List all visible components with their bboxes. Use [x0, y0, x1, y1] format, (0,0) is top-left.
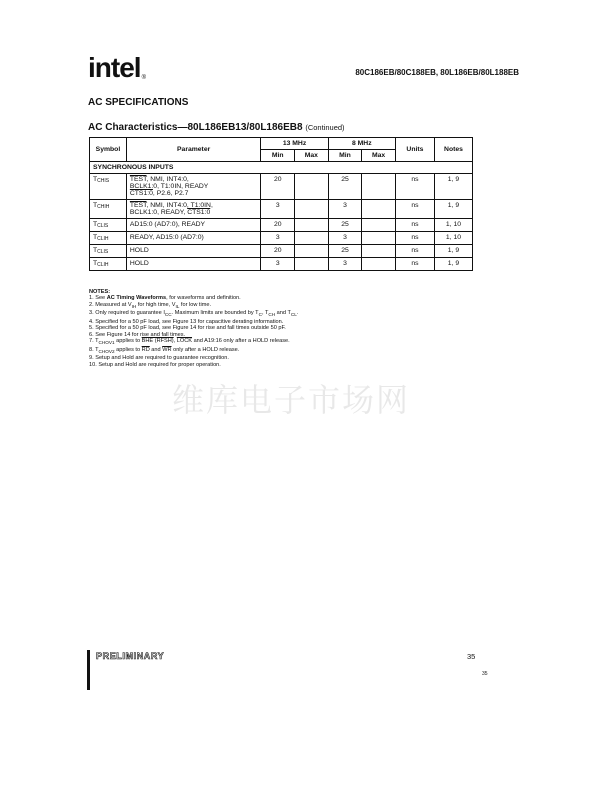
header-max: Max: [295, 150, 329, 162]
document-title: 80C186EB/80C188EB, 80L186EB/80L188EB: [355, 68, 519, 77]
parameter-cell: HOLD: [126, 245, 261, 258]
max-8mhz-cell: [362, 258, 396, 271]
min-8mhz-cell: 3: [328, 258, 362, 271]
page-number-small: 35: [482, 671, 488, 677]
max-8mhz-cell: [362, 174, 396, 200]
notes-cell: 1, 9: [434, 174, 472, 200]
symbol-cell: TCHIS: [90, 174, 127, 200]
table-row: [90, 232, 473, 245]
ac-characteristics-table: [89, 137, 473, 271]
min-8mhz-cell: 3: [328, 200, 362, 219]
max-13mhz-cell: [295, 245, 329, 258]
intel-logo: intel®: [88, 52, 145, 83]
units-cell: ns: [395, 258, 434, 271]
header-notes: Notes: [434, 138, 472, 162]
symbol-cell: TCLIS: [90, 245, 127, 258]
table-row: [90, 219, 473, 232]
symbol-cell: TCLIS: [90, 219, 127, 232]
table-title: AC Characteristics—80L186EB13/80L186EB8 (Continued): [88, 122, 345, 133]
header-symbol: Symbol: [90, 138, 127, 162]
notes-cell: 1, 9: [434, 245, 472, 258]
min-13mhz-cell: 3: [261, 258, 295, 271]
preliminary-label: PRELIMINARY: [96, 651, 165, 661]
max-13mhz-cell: [295, 200, 329, 219]
units-cell: ns: [395, 219, 434, 232]
min-8mhz-cell: 25: [328, 174, 362, 200]
parameter-cell: READY, AD15:0 (AD7:0): [126, 232, 261, 245]
units-cell: ns: [395, 200, 434, 219]
section-row: [90, 162, 473, 174]
table-row: [90, 200, 473, 219]
min-8mhz-cell: 25: [328, 219, 362, 232]
header-min: Min: [328, 150, 362, 162]
note-1: 1. See AC Timing Waveforms, for waveforms and definition.: [89, 295, 241, 302]
min-13mhz-cell: 20: [261, 174, 295, 200]
min-13mhz-cell: 20: [261, 245, 295, 258]
units-cell: ns: [395, 245, 434, 258]
section-label: SYNCHRONOUS INPUTS: [90, 162, 473, 174]
max-13mhz-cell: [295, 219, 329, 232]
notes-heading: NOTES:: [89, 289, 111, 295]
units-cell: ns: [395, 232, 434, 245]
note-9: 9. Setup and Hold are required to guarantee recognition.: [89, 355, 229, 362]
max-8mhz-cell: [362, 245, 396, 258]
section-title: AC SPECIFICATIONS: [88, 97, 189, 108]
header-13mhz: 13 MHz: [261, 138, 328, 150]
table-row: [90, 174, 473, 200]
table-notes: [89, 289, 298, 368]
max-13mhz-cell: [295, 258, 329, 271]
notes-cell: 1, 10: [434, 219, 472, 232]
parameter-cell: AD15:0 (AD7:0), READY: [126, 219, 261, 232]
header-min: Min: [261, 150, 295, 162]
notes-cell: 1, 9: [434, 258, 472, 271]
note-10: 10. Setup and Hold are required for proper operation.: [89, 361, 221, 368]
note-3: 3. Only required to guarantee $I_{CC}$. Maximum limits are bounded by $T_C$, $T_{CH}$ and $T_{CL}$.: [89, 310, 299, 318]
min-8mhz-cell: 3: [328, 232, 362, 245]
parameter-cell: TEST, NMI, INT4:0, T1:0IN, BCLK1:0, READY, CTS1:0: [126, 200, 261, 219]
symbol-cell: TCLIH: [90, 232, 127, 245]
preliminary-bar: [87, 650, 90, 690]
parameter-cell: TEST, NMI, INT4:0, BCLK1:0, T1:0IN, READY CTS1:0, P2.6, P2.7: [126, 174, 261, 200]
table-header-row: [90, 138, 473, 150]
watermark: 维库电子市场网: [172, 381, 411, 419]
parameter-cell: HOLD: [126, 258, 261, 271]
min-8mhz-cell: 25: [328, 245, 362, 258]
max-8mhz-cell: [362, 219, 396, 232]
header-parameter: Parameter: [126, 138, 261, 162]
notes-cell: 1, 10: [434, 232, 472, 245]
note-4: 4. Specified for a 50 pF load, see Figure 13 for capacitive derating information.: [89, 318, 284, 325]
min-13mhz-cell: 3: [261, 200, 295, 219]
max-8mhz-cell: [362, 200, 396, 219]
header-units: Units: [395, 138, 434, 162]
max-8mhz-cell: [362, 232, 396, 245]
header-8mhz: 8 MHz: [328, 138, 395, 150]
min-13mhz-cell: 20: [261, 219, 295, 232]
note-2: 2. Measured at $V_{IH}$ for high time, $V_{IL}$ for low time.: [89, 301, 212, 309]
symbol-cell: TCLIH: [90, 258, 127, 271]
table-row: [90, 258, 473, 271]
symbol-cell: TCHIH: [90, 200, 127, 219]
note-6: 6. See Figure 14 for rise and fall times.: [89, 331, 186, 338]
note-5: 5. Specified for a 50 pF load, see Figure 14 for rise and fall times outside 50 pF.: [89, 325, 286, 332]
note-8: 8. $T_{CHOV2}$ applies to $\overline{RD}$ and $\overline{WR}$ only after a HOLD release.: [89, 346, 240, 354]
max-13mhz-cell: [295, 174, 329, 200]
table-row: [90, 245, 473, 258]
note-7: 7. $T_{CHOV1}$ applies to BHE (RFSH), LOCK and A19:16 only after a HOLD release.: [89, 338, 290, 346]
notes-cell: 1, 9: [434, 200, 472, 219]
units-cell: ns: [395, 174, 434, 200]
max-13mhz-cell: [295, 232, 329, 245]
min-13mhz-cell: 3: [261, 232, 295, 245]
header-max: Max: [362, 150, 396, 162]
page-number: 35: [467, 652, 476, 661]
